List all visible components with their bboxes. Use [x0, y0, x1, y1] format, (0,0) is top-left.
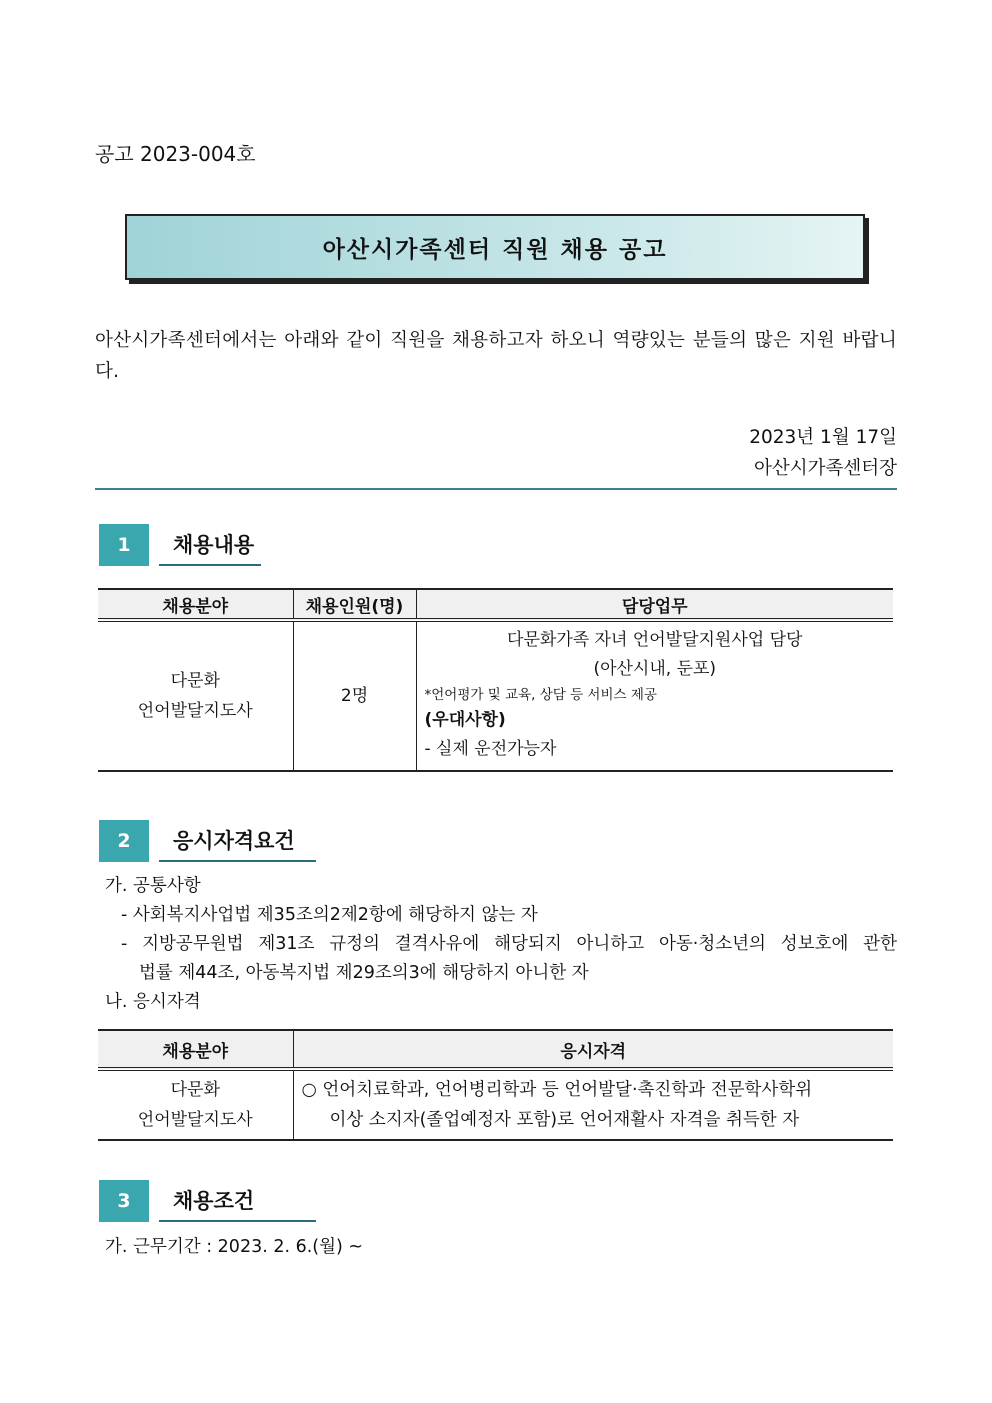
- col-header-qualification: 응시자격: [293, 1030, 893, 1069]
- section-2-title: 응시자격요건: [159, 820, 316, 862]
- section-1-title: 채용내용: [159, 524, 261, 566]
- preference-item: - 실제 운전가능자: [424, 739, 557, 759]
- qualification-line-1: ○ 언어치료학과, 언어병리학과 등 언어발달·촉진학과 전문학사학위: [301, 1080, 813, 1100]
- preference-title: (우대사항): [424, 710, 506, 730]
- section-2-number: 2: [99, 820, 149, 862]
- field-cell: [98, 1069, 293, 1140]
- qualification-table: [98, 1029, 893, 1141]
- notice-number: 공고 2023-004호: [95, 142, 256, 166]
- requirement-item-1: - 사회복지사업법 제35조의2제2항에 해당하지 않는 자: [121, 905, 538, 925]
- recruitment-table: [98, 588, 893, 772]
- issuer: 아산시가족센터장: [754, 458, 897, 479]
- section-3-number: 3: [99, 1180, 149, 1222]
- section-1-number: 1: [99, 524, 149, 566]
- field-line-2: 언어발달지도사: [137, 701, 253, 721]
- requirement-item-2-cont: 법률 제44조, 아동복지법 제29조의3에 해당하지 아니한 자: [139, 963, 589, 983]
- duty-area: (아산시내, 둔포): [593, 659, 717, 679]
- duty-main: 다문화가족 자녀 언어발달지원사업 담당: [507, 630, 803, 650]
- table-row: [98, 1069, 893, 1140]
- col-header-duty: 담당업무: [416, 589, 893, 620]
- qualification-line-2: 이상 소지자(졸업예정자 포함)로 언어재활사 자격을 취득한 자: [329, 1110, 800, 1130]
- table-row: [98, 620, 893, 771]
- announcement-date: 2023년 1월 17일: [749, 427, 897, 448]
- title-banner: [125, 214, 865, 280]
- intro-paragraph: 아산시가족센터에서는 아래와 같이 직원을 채용하고자 하오니 역량있는 분들의 많은 지원 바랍니다.: [95, 330, 897, 382]
- col-header-count: 채용인원(명): [293, 589, 416, 620]
- field-cell: [98, 620, 293, 771]
- section-3-title: 채용조건: [159, 1180, 316, 1222]
- col-header-field: 채용분야: [98, 1030, 293, 1069]
- field-line-2: 언어발달지도사: [137, 1110, 253, 1130]
- requirement-item-2: - 지방공무원법 제31조 규정의 결격사유에 해당되지 아니하고 아동·청소년의 성보호에 관한: [121, 934, 897, 954]
- field-line-1: 다문화: [170, 1080, 220, 1100]
- work-period: 가. 근무기간 : 2023. 2. 6.(월) ~: [105, 1237, 364, 1257]
- duty-cell: [416, 620, 893, 771]
- qualification-cell: [293, 1069, 893, 1140]
- count-cell: 2명: [293, 620, 416, 771]
- page-title: 아산시가족센터 직원 채용 공고: [322, 236, 668, 263]
- field-line-1: 다문화: [170, 671, 220, 691]
- sub-heading-qualification: 나. 응시자격: [105, 992, 201, 1012]
- col-header-field: 채용분야: [98, 589, 293, 620]
- sub-heading-common: 가. 공통사항: [105, 876, 201, 896]
- duty-note: *언어평가 및 교육, 상담 등 서비스 제공: [424, 687, 657, 703]
- divider: [95, 488, 897, 490]
